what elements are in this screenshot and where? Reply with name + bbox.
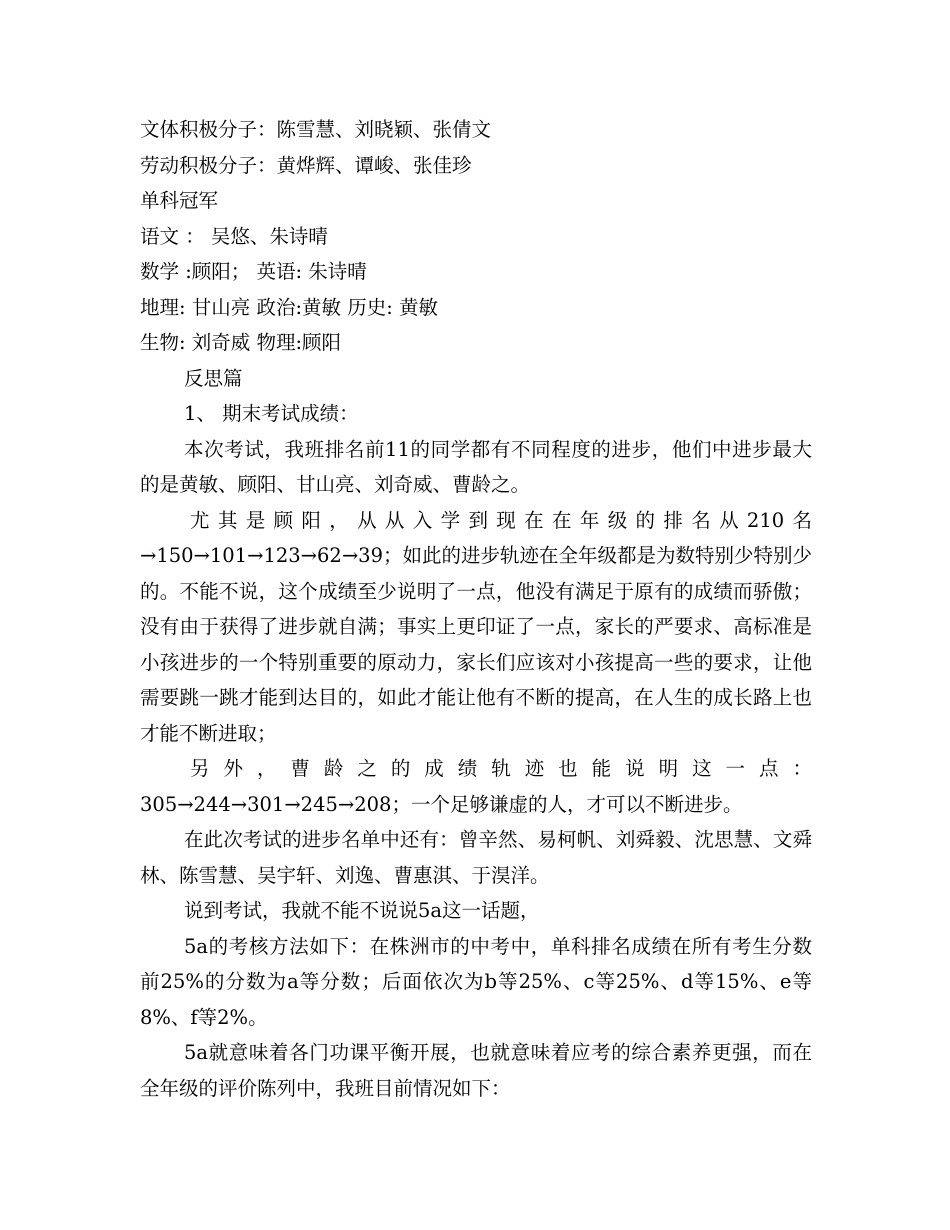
final-exam-item-heading: 1、 期末考试成绩： (184, 402, 359, 425)
math-english-champion-line: 数学 :顾阳； 英语: 朱诗晴 (140, 260, 367, 283)
guyang-progress-first-line: 尤其是顾阳，从从入学到现在在年级的排名从210名 (190, 508, 812, 532)
document-body (140, 112, 812, 1106)
guyang-progress-paragraph: →150→101→123→62→39；如此的进步轨迹在全年级都是为数特别少特别少的。不能不说，这个成绩至少说明了一点，他没有满足于原有的成绩而骄傲；没有由于获得了进步就自满；事实上更印证了一点，家长的严要求、高标准是小孩进步的一个特别重要的原动力，家长们应该对小孩提高一些的要求，让他需要跳一跳才能到达目的，如此才能让他有不断的提高，在人生的成长路上也才能不断进取； (140, 544, 812, 745)
labor-activists-line: 劳动积极分子：黄烨辉、谭峻、张佳珍 (140, 153, 472, 177)
culture-sports-activists-line: 文体积极分子：陈雪慧、刘晓颖、张倩文 (140, 118, 492, 141)
chinese-champion-line: 语文 ： 吴悠、朱诗晴 (140, 224, 328, 248)
geo-politics-history-champion-line: 地理: 甘山亮 政治:黄敏 历史: 黄敏 (140, 295, 439, 319)
reflection-section-heading: 反思篇 (184, 366, 243, 390)
caolingzhi-progress-first-line: 另外，曹龄之的成绩轨迹也能说明这一点： (190, 757, 812, 780)
progress-list-paragraph: 在此次考试的进步名单中还有：曾辛然、易柯帆、刘舜毅、沈思慧、文舜林、陈雪慧、吴宇轩、刘逸、曹惠淇、于淏洋。 (140, 828, 812, 887)
progress-summary-paragraph: 本次考试，我班排名前11的同学都有不同程度的进步，他们中进步最大的是黄敏、顾阳、甘山亮、刘奇威、曹龄之。 (140, 437, 812, 496)
caolingzhi-progress-second-line: 305→244→301→245→208；一个足够谦虚的人，才可以不断进步。 (140, 792, 743, 816)
5a-meaning-paragraph: 5a就意味着各门功课平衡开展，也就意味着应考的综合素养更强，而在全年级的评价陈列中，我班目前情况如下： (140, 1041, 812, 1100)
biology-physics-champion-line: 生物: 刘奇威 物理:顾阳 (140, 331, 342, 354)
single-subject-champions-heading: 单科冠军 (140, 189, 219, 212)
5a-assessment-method-paragraph: 5a的考核方法如下：在株洲市的中考中，单科排名成绩在所有考生分数前25%的分数为a等分数；后面依次为b等25%、c等25%、d等15%、e等8%、f等2%。 (140, 934, 812, 1029)
exam-topic-intro-paragraph: 说到考试，我就不能不说说5a这一话题， (184, 899, 540, 922)
